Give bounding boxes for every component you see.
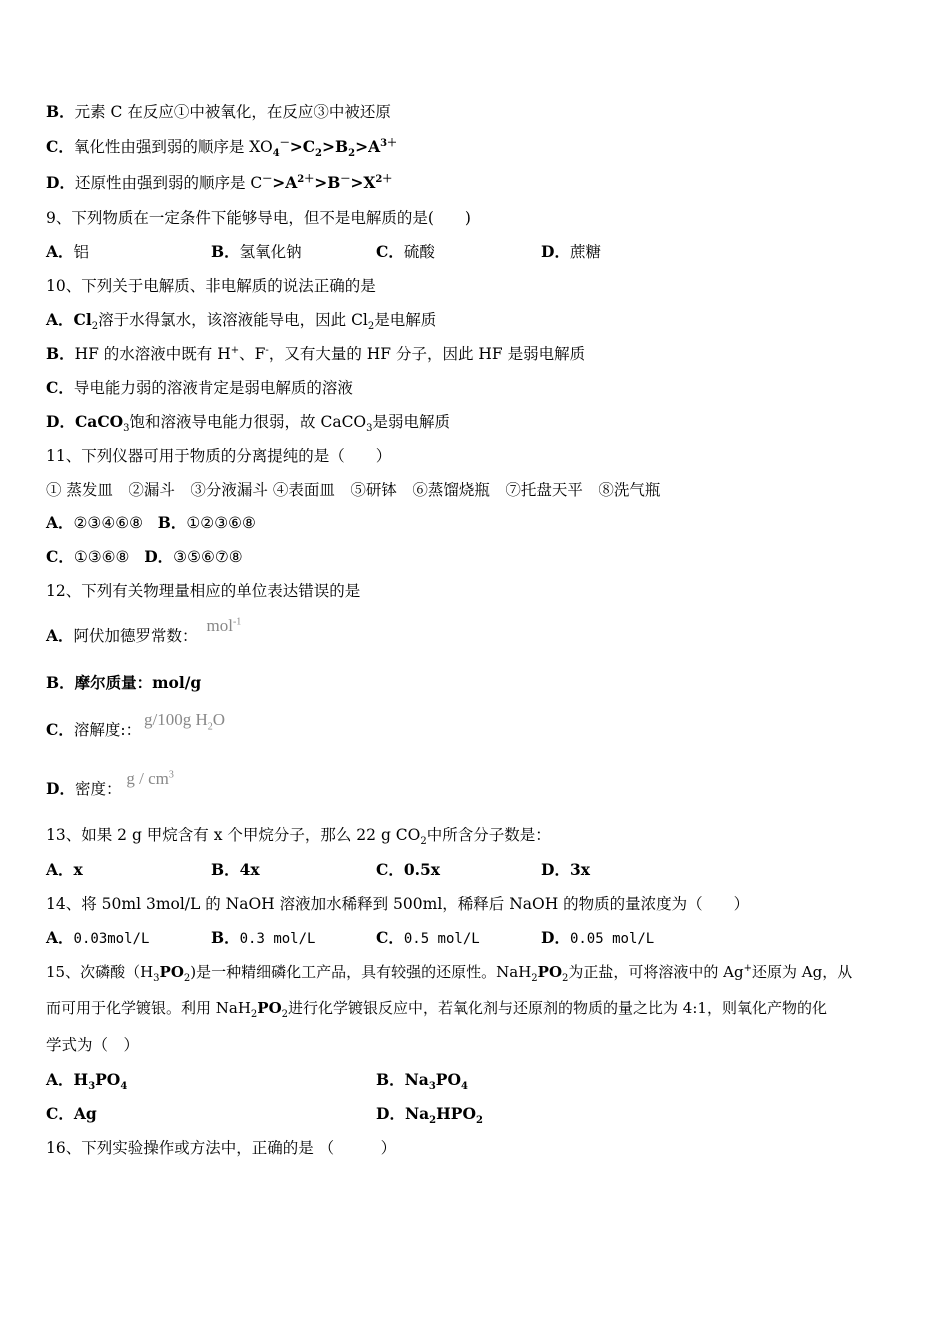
option-text: ①③⑥⑧	[73, 548, 130, 566]
option-text: >C	[289, 137, 316, 156]
subscript: 2	[562, 973, 569, 984]
option-text: >X	[350, 173, 376, 192]
q9-option-a	[46, 242, 89, 262]
option-label: A．	[46, 513, 74, 532]
option-label: B．	[211, 928, 240, 947]
subscript: 2	[367, 321, 375, 333]
q11-options-cd	[46, 547, 243, 567]
q8-option-c	[46, 137, 398, 160]
option-label: C．	[46, 137, 74, 156]
superscript: －	[340, 173, 351, 185]
q14-stem: 14、将 50ml 3mol/L 的 NaOH 溶液加水稀释到 500ml，稀释后 NaOH 的物质的量浓度为（ ）	[46, 895, 750, 913]
q14-option-b	[211, 928, 315, 949]
subscript: 2	[207, 721, 213, 733]
stem-text: 还原为 Ag，从	[752, 963, 853, 981]
subscript: 3	[153, 973, 160, 984]
option-text: 氢氧化钠	[239, 243, 302, 261]
q8-option-b	[46, 102, 391, 122]
option-text: ③⑤⑥⑦⑧	[173, 548, 243, 566]
subscript: 2	[420, 836, 427, 848]
option-label: A．	[46, 242, 74, 261]
option-text: Na	[404, 1070, 429, 1089]
option-text: 、F	[239, 345, 266, 363]
stem-text: 15、次磷酸（H	[46, 963, 154, 981]
subscript: 4	[272, 148, 280, 160]
q13-option-d	[541, 860, 590, 880]
option-text: 密度：	[74, 780, 122, 798]
unit-text: g/100g H	[144, 710, 208, 729]
superscript: +	[230, 344, 240, 356]
superscript: -1	[232, 616, 242, 628]
q10-stem: 10、下列关于电解质、非电解质的说法正确的是	[46, 277, 376, 295]
q15-option-a	[46, 1070, 128, 1093]
subscript: 2	[315, 148, 323, 160]
option-text: HF 的水溶液中既有 H	[74, 345, 231, 363]
q11-options-ab	[46, 513, 256, 533]
superscript: －	[279, 137, 290, 149]
q14-option-d	[541, 928, 654, 949]
option-text: 3x	[569, 860, 590, 879]
option-text: CaCO	[74, 412, 124, 431]
q13-stem	[46, 825, 551, 848]
unit-text: g / cm	[126, 769, 169, 788]
stem-text: 中所含分子数是：	[426, 826, 551, 844]
superscript: 2＋	[375, 173, 393, 185]
unit-formula	[126, 769, 174, 788]
option-label: C．	[46, 1104, 74, 1123]
q12-stem: 12、下列有关物理量相应的单位表达错误的是	[46, 582, 361, 600]
option-text: 溶解度:：	[73, 721, 142, 739]
q9-option-c	[376, 242, 435, 262]
option-text: >B	[322, 137, 349, 156]
option-label: A．	[46, 626, 74, 645]
option-label: D．	[541, 860, 570, 879]
option-label: C．	[376, 860, 404, 879]
option-label: D．	[541, 928, 570, 947]
subscript: 2	[348, 148, 356, 160]
q15-stem-line-3: 学式为（ ）	[46, 1036, 140, 1054]
q15-stem-line-1	[46, 962, 852, 982]
subscript: 2	[250, 1009, 258, 1020]
option-label: D．	[46, 779, 75, 798]
option-label: B．	[46, 102, 75, 121]
option-label: B．	[46, 344, 75, 363]
option-text: 是弱电解质	[372, 413, 451, 431]
superscript: －	[262, 173, 273, 185]
stem-text: PO	[159, 963, 184, 981]
q9-option-d	[541, 242, 601, 262]
subscript: 2	[91, 321, 99, 333]
option-label: B．	[157, 513, 187, 532]
stem-text: 而可用于化学镀银。利用 NaH	[46, 999, 251, 1017]
option-label: A．	[46, 860, 74, 879]
subscript: 3	[123, 423, 130, 435]
option-text: 0.05 mol/L	[569, 931, 655, 947]
q12-option-c	[46, 710, 227, 740]
subscript: 3	[88, 1081, 96, 1093]
superscript: 2＋	[297, 173, 315, 185]
option-text: 0.03mol/L	[73, 931, 150, 947]
option-label: C．	[376, 242, 404, 261]
option-text: ②③④⑥⑧	[73, 514, 144, 532]
option-text: 阿伏加德罗常数：	[73, 627, 198, 645]
option-label: C．	[46, 720, 74, 739]
option-text: ①②③⑥⑧	[186, 514, 256, 532]
subscript: 3	[366, 423, 373, 435]
q13-option-a	[46, 860, 83, 880]
q15-option-b	[376, 1070, 468, 1093]
q13-option-c	[376, 860, 440, 880]
option-label: C．	[46, 547, 74, 566]
option-text: Na	[404, 1104, 430, 1123]
option-label: D．	[46, 173, 75, 192]
option-text: 还原性由强到弱的顺序是 C	[74, 174, 263, 192]
subscript: 2	[531, 973, 538, 984]
option-text: H	[73, 1070, 89, 1089]
q9-option-b	[211, 242, 302, 262]
option-text: 4x	[239, 860, 260, 879]
q10-option-b	[46, 344, 585, 364]
option-text: ，又有大量的 HF 分子，因此 HF 是弱电解质	[268, 345, 586, 363]
unit-text: O	[212, 710, 226, 729]
option-text: Cl	[73, 310, 92, 329]
stem-text: PO	[537, 963, 563, 981]
q9-stem: 9、下列物质在一定条件下能够导电，但不是电解质的是( )	[46, 209, 471, 227]
q15-option-c	[46, 1104, 97, 1124]
stem-text: 进行化学镀银反应中，若氧化剂与还原剂的物质的量之比为 4:1，则氧化产物的化	[288, 999, 827, 1017]
unit-formula	[206, 616, 241, 635]
option-text: 0.3 mol/L	[239, 931, 316, 947]
option-label: D．	[376, 1104, 405, 1123]
option-text: Ag	[73, 1104, 97, 1123]
option-text: 硫酸	[403, 243, 435, 261]
option-label: B．	[376, 1070, 405, 1089]
option-text: 0.5 mol/L	[403, 931, 480, 947]
option-text: >B	[314, 173, 341, 192]
option-text: 铝	[73, 243, 90, 261]
option-label: D．	[46, 412, 75, 431]
option-text: >A	[272, 173, 298, 192]
option-label: D．	[144, 547, 174, 566]
q10-option-c	[46, 378, 353, 398]
option-text: PO	[95, 1070, 121, 1089]
q15-option-d	[376, 1104, 483, 1127]
q12-option-d	[46, 769, 174, 799]
option-text: HPO	[436, 1104, 476, 1123]
option-text: PO	[435, 1070, 461, 1089]
superscript: +	[743, 963, 753, 974]
stem-text: )是一种精细磷化工产品，具有较强的还原性。NaH	[190, 963, 532, 981]
option-text: 摩尔质量：mol/g	[74, 673, 202, 692]
q16-stem: 16、下列实验操作或方法中，正确的是 （ ）	[46, 1139, 397, 1157]
q8-option-d	[46, 173, 392, 193]
q11-stem: 11、下列仪器可用于物质的分离提纯的是（ ）	[46, 447, 392, 465]
option-text: 元素 C 在反应①中被氧化，在反应③中被还原	[74, 103, 391, 121]
option-text: 是电解质	[374, 311, 437, 329]
option-label: A．	[46, 1070, 74, 1089]
option-label: C．	[46, 378, 74, 397]
q12-option-a	[46, 616, 242, 646]
q15-stem-line-2	[46, 998, 827, 1018]
option-label: C．	[376, 928, 404, 947]
option-text: 饱和溶液导电能力很弱，故 CaCO	[129, 413, 367, 431]
q11-items: ① 蒸发皿 ②漏斗 ③分液漏斗 ④表面皿 ⑤研钵 ⑥蒸馏烧瓶 ⑦托盘天平 ⑧洗气瓶	[46, 481, 661, 499]
superscript: 3＋	[380, 137, 398, 149]
superscript: 3	[168, 769, 174, 781]
option-text: x	[73, 860, 83, 879]
subscript: 3	[428, 1081, 436, 1093]
subscript: 2	[429, 1115, 437, 1127]
option-text: >A	[355, 137, 381, 156]
option-label: A．	[46, 310, 74, 329]
option-text: 导电能力弱的溶液肯定是弱电解质的溶液	[73, 379, 353, 397]
unit-text: mol	[206, 616, 233, 635]
q12-option-b	[46, 673, 201, 693]
q14-option-c	[376, 928, 480, 949]
superscript: -	[265, 344, 269, 356]
q10-option-d	[46, 412, 451, 435]
subscript: 4	[120, 1081, 128, 1093]
option-text: 氧化性由强到弱的顺序是 XO	[73, 138, 273, 156]
option-text: 溶于水得氯水，该溶液能导电，因此 Cl	[98, 311, 368, 329]
option-label: B．	[211, 860, 240, 879]
subscript: 2	[281, 1009, 289, 1020]
option-label: B．	[211, 242, 240, 261]
option-label: B．	[46, 673, 75, 692]
stem-text: PO	[257, 999, 282, 1017]
subscript: 2	[183, 973, 191, 984]
q14-option-a	[46, 928, 149, 949]
option-text: 0.5x	[403, 860, 441, 879]
subscript: 2	[475, 1115, 483, 1127]
subscript: 4	[460, 1081, 468, 1093]
stem-text: 为正盐，可将溶液中的 Ag	[568, 963, 744, 981]
option-label: A．	[46, 928, 74, 947]
q10-option-a	[46, 310, 437, 333]
q13-option-b	[211, 860, 260, 880]
option-text: 蔗糖	[569, 243, 601, 261]
unit-formula	[144, 710, 226, 733]
option-label: D．	[541, 242, 570, 261]
stem-text: 13、如果 2 g 甲烷含有 x 个甲烷分子，那么 22 g CO	[46, 826, 421, 844]
